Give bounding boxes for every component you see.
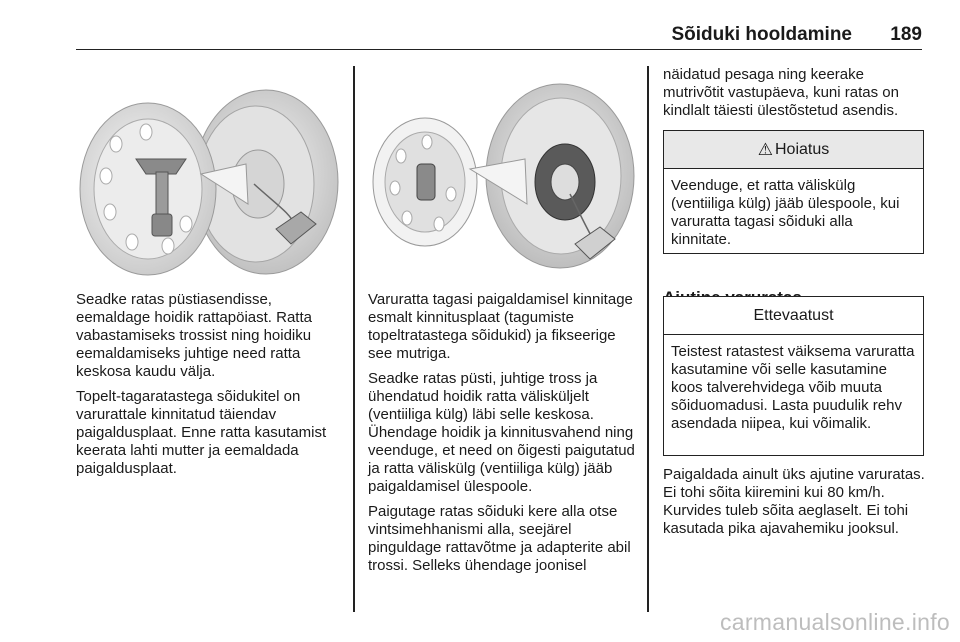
warning-text: Veenduge, et ratta väliskülg (ventiiliga külg) jääb ülespoole, kui varuratta tagasi sõiduki alla kinnitate. [671,177,900,248]
caution-box [663,296,924,456]
paragraph: Topelt-tagaratastega sõidukitel on varurattale kinnitatud täiendav paigaldusplaat. Enne ratta kasutamist keerata lahti mutter ja eemaldada paigaldusplaat. [76,388,327,477]
section-title: Sõiduki hooldamine [671,24,852,45]
paragraph: Paigutage ratas sõiduki kere alla otse vintsimehhanismi alla, seejärel pinguldage rattavõtme ja adapterite abil trossi. Selleks ühendage joonisel [368,503,631,574]
paragraph: Seadke ratas püsti, juhtige tross ja ühendatud hoidik ratta välisküljelt (ventiiliga külg) läbi selle keskosa. Ühendage hoidik ja kinnitusvahend ning veenduge, et need on õigesti paigutatud ja ratta väliskülg (ventiiliga külg) jääb paigaldamisel ülespoole. [368,370,635,495]
caution-text: Teistest ratastest väiksema varuratta kasutamine või selle kasutamine koos talverehvidega võib muuta sõiduomadusi. Lasta puudulik rehv asendada niipea, kui võimalik. [671,343,915,432]
page-number: 189 [890,24,922,45]
caution-title: Ettevaatust [664,297,923,335]
page-header [76,0,922,50]
spare-wheel-illustration-2 [365,64,639,278]
warning-icon: ⚠ [757,139,773,159]
spare-wheel-illustration-1 [76,64,342,278]
watermark: carmanualsonline.info [719,609,950,635]
column-divider [353,66,355,612]
column-3-intro [663,66,925,127]
wheel-removal-figure [76,64,342,278]
column-divider [647,66,649,612]
column-2 [368,291,640,582]
warning-header [664,131,923,169]
column-3-outro [663,466,925,545]
paragraph: Varuratta tagasi paigaldamisel kinnitage esmalt kinnitusplaat (tagumiste topeltratastega sõidukid) ja fikseerige see mutriga. [368,291,633,362]
column-1 [76,291,344,485]
paragraph: Seadke ratas püstiasendisse, eemaldage hoidik rattapöiast. Ratta vabastamiseks trossist ning hoidiku eemaldamiseks juhtige need ratta keskosa kaudu välja. [76,291,312,380]
paragraph: näidatud pesaga ning keerake mutrivõtit vastupäeva, kuni ratas on kindlalt täiesti ülestõstetud asendis. [663,66,899,119]
wheel-refit-figure [365,64,639,278]
paragraph: Paigaldada ainult üks ajutine varuratas. Ei tohi sõita kiiremini kui 80 km/h. Kurvides tuleb sõita aeglaselt. Ei tohi kasutada pika ajavahemiku jooksul. [663,466,925,537]
warning-box [663,130,924,254]
warning-title: Hoiatus [775,140,830,158]
